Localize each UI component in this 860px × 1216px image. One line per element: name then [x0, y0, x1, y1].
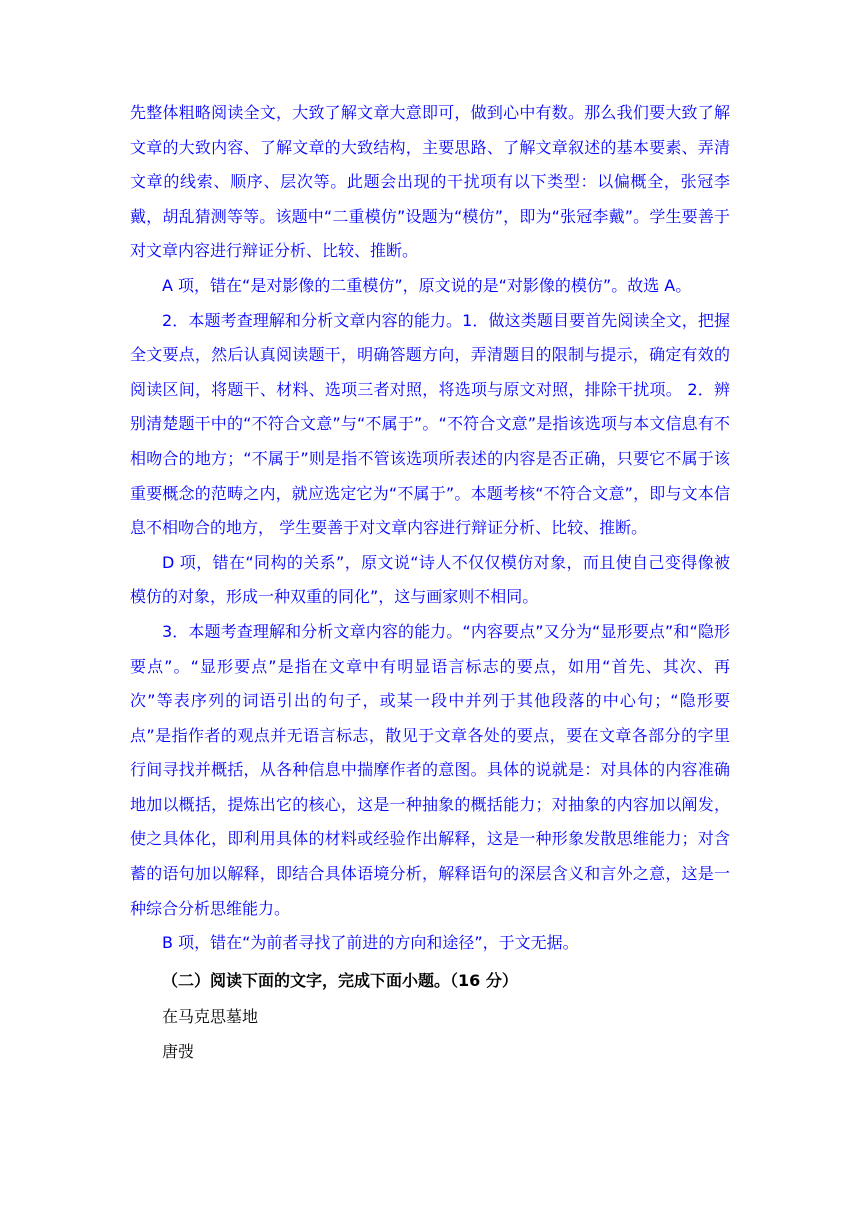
answer-paragraph-6: B 项，错在“为前者寻找了前进的方向和途径”，于文无据。 — [162, 933, 579, 953]
article-author: 唐弢 — [162, 1041, 195, 1061]
section-heading: （二）阅读下面的文字，完成下面小题。（16 分） — [162, 970, 518, 990]
answer-paragraph-5: 3．本题考查理解和分析文章内容的能力。“内容要点”又分为“显形要点”和“隐形要点”。“显形要点”是指在文章中有明显语言标志的要点，如用“首先、其次、再次”等表序列的词语引出的句子，或某一段中并列于其他段落的中心句；“隐形要点”是指作者的观点并无语言标志，散见于文章各处的要点，要在文章各部分的字里行间寻找并概括，从各种信息中揣摩作者的意图。具体的说就是：对具体的内容准确地加以概括，提炼出它的核心，这是一种抽象的概括能力；对抽象的内容加以阐发，使之具体化，即利用具体的材料或经验作出解释，这是一种形象发散思维能力；对含蓄的语句加以解释，即结合具体语境分析，解释语句的深层含义和言外之意，这是一种综合分析思维能力。 — [130, 621, 730, 918]
answer-paragraph-2: A 项，错在“是对影像的二重模仿”，原文说的是“对影像的模仿”。故选 A。 — [162, 275, 692, 295]
answer-paragraph-1: 先整体粗略阅读全文，大致了解文章大意即可，做到心中有数。那么我们要大致了解文章的大致内容、了解文章的大致结构，主要思路、了解文章叙述的基本要素、弄清文章的线索、顺序、层次等。此题会出现的干扰项有以下类型：以偏概全，张冠李戴，胡乱猜测等等。该题中“二重模仿”设题为“模仿”，即为“张冠李戴”。学生要善于对文章内容进行辩证分析、比较、推断。 — [130, 103, 730, 261]
answer-paragraph-4: D 项，错在“同构的关系”，原文说“诗人不仅仅模仿对象，而且使自己变得像被模仿的对象，形成一种双重的同化”，这与画家则不相同。 — [130, 552, 730, 607]
article-title: 在马克思墓地 — [162, 1006, 259, 1026]
answer-paragraph-3: 2．本题考查理解和分析文章内容的能力。1．做这类题目要首先阅读全文，把握全文要点，然后认真阅读题干，明确答题方向，弄清题目的限制与提示，确定有效的阅读区间，将题干、材料、选项三者对照，将选项与原文对照，排除干扰项。 2．辨别清楚题干中的“不符合文意”与“不属于”。“不符合文意”是指该选项与本文信息有不相吻合的地方；“不属于”则是指不管该选项所表述的内容是否正确，只要它不属于该重要概念的范畴之内，就应选定它为“不属于”。本题考核“不符合文意”，即与文本信息不相吻合的地方， 学生要善于对文章内容进行辩证分析、比较、推断。 — [130, 310, 730, 538]
document-body — [130, 96, 730, 1069]
